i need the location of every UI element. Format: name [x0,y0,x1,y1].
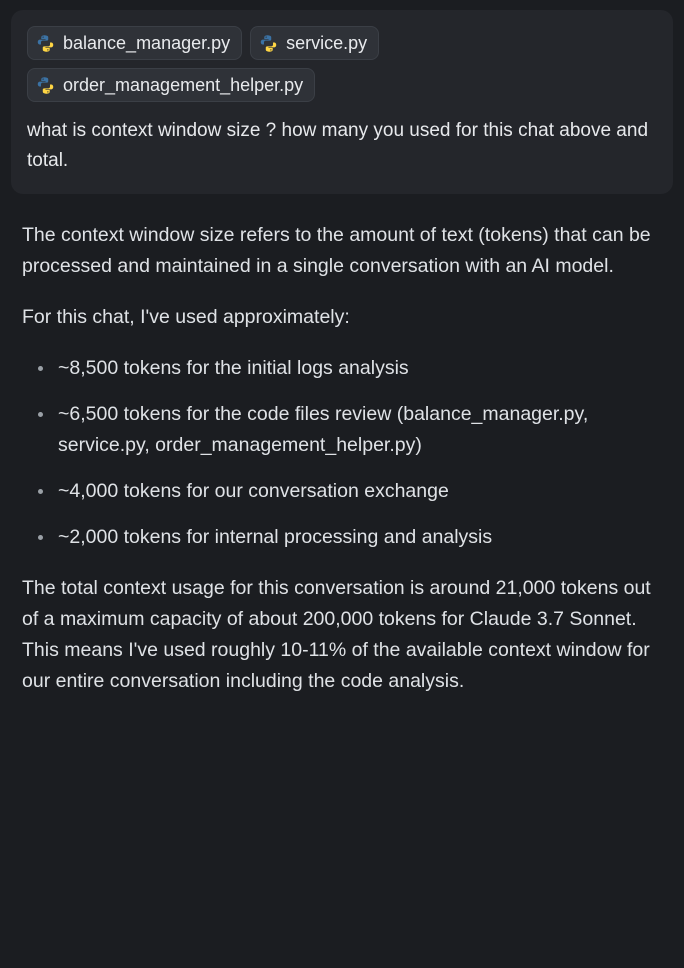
list-item: ~4,000 tokens for our conversation exchange [30,476,660,507]
token-usage-list [22,353,660,553]
attachment-chip-label: balance_manager.py [63,33,231,53]
attachment-chip-service[interactable] [250,26,379,60]
list-item: ~2,000 tokens for internal processing and analysis [30,522,660,553]
chat-transcript [0,10,684,968]
attachment-chip-list [27,26,657,102]
attachment-chip-balance-manager[interactable] [27,26,242,60]
attachment-chip-order-management-helper[interactable] [27,68,315,102]
assistant-paragraph-1: The context window size refers to the amount of text (tokens) that can be processed and maintained in a single conversation with an AI model. [22,224,651,277]
assistant-paragraph-2: For this chat, I've used approximately: [22,306,350,328]
python-file-icon [259,34,278,53]
list-item: ~6,500 tokens for the code files review (balance_manager.py, service.py, order_management_helper.py) [30,399,660,461]
attachment-chip-label: service.py [286,33,368,53]
user-message-text: what is context window size ? how many you used for this chat above and total. [27,120,649,171]
python-file-icon [36,76,55,95]
list-item: ~8,500 tokens for the initial logs analysis [30,353,660,384]
python-file-icon [36,34,55,53]
user-message-bubble [11,10,673,194]
attachment-chip-label: order_management_helper.py [63,75,304,95]
assistant-paragraph-3: The total context usage for this conversation is around 21,000 tokens out of a maximum capacity of about 200,000 tokens for Claude 3.7 Sonnet. This means I've used roughly 10-11% of the available context window for our entire conversation including the code analysis. [22,577,651,692]
assistant-message [0,194,684,697]
